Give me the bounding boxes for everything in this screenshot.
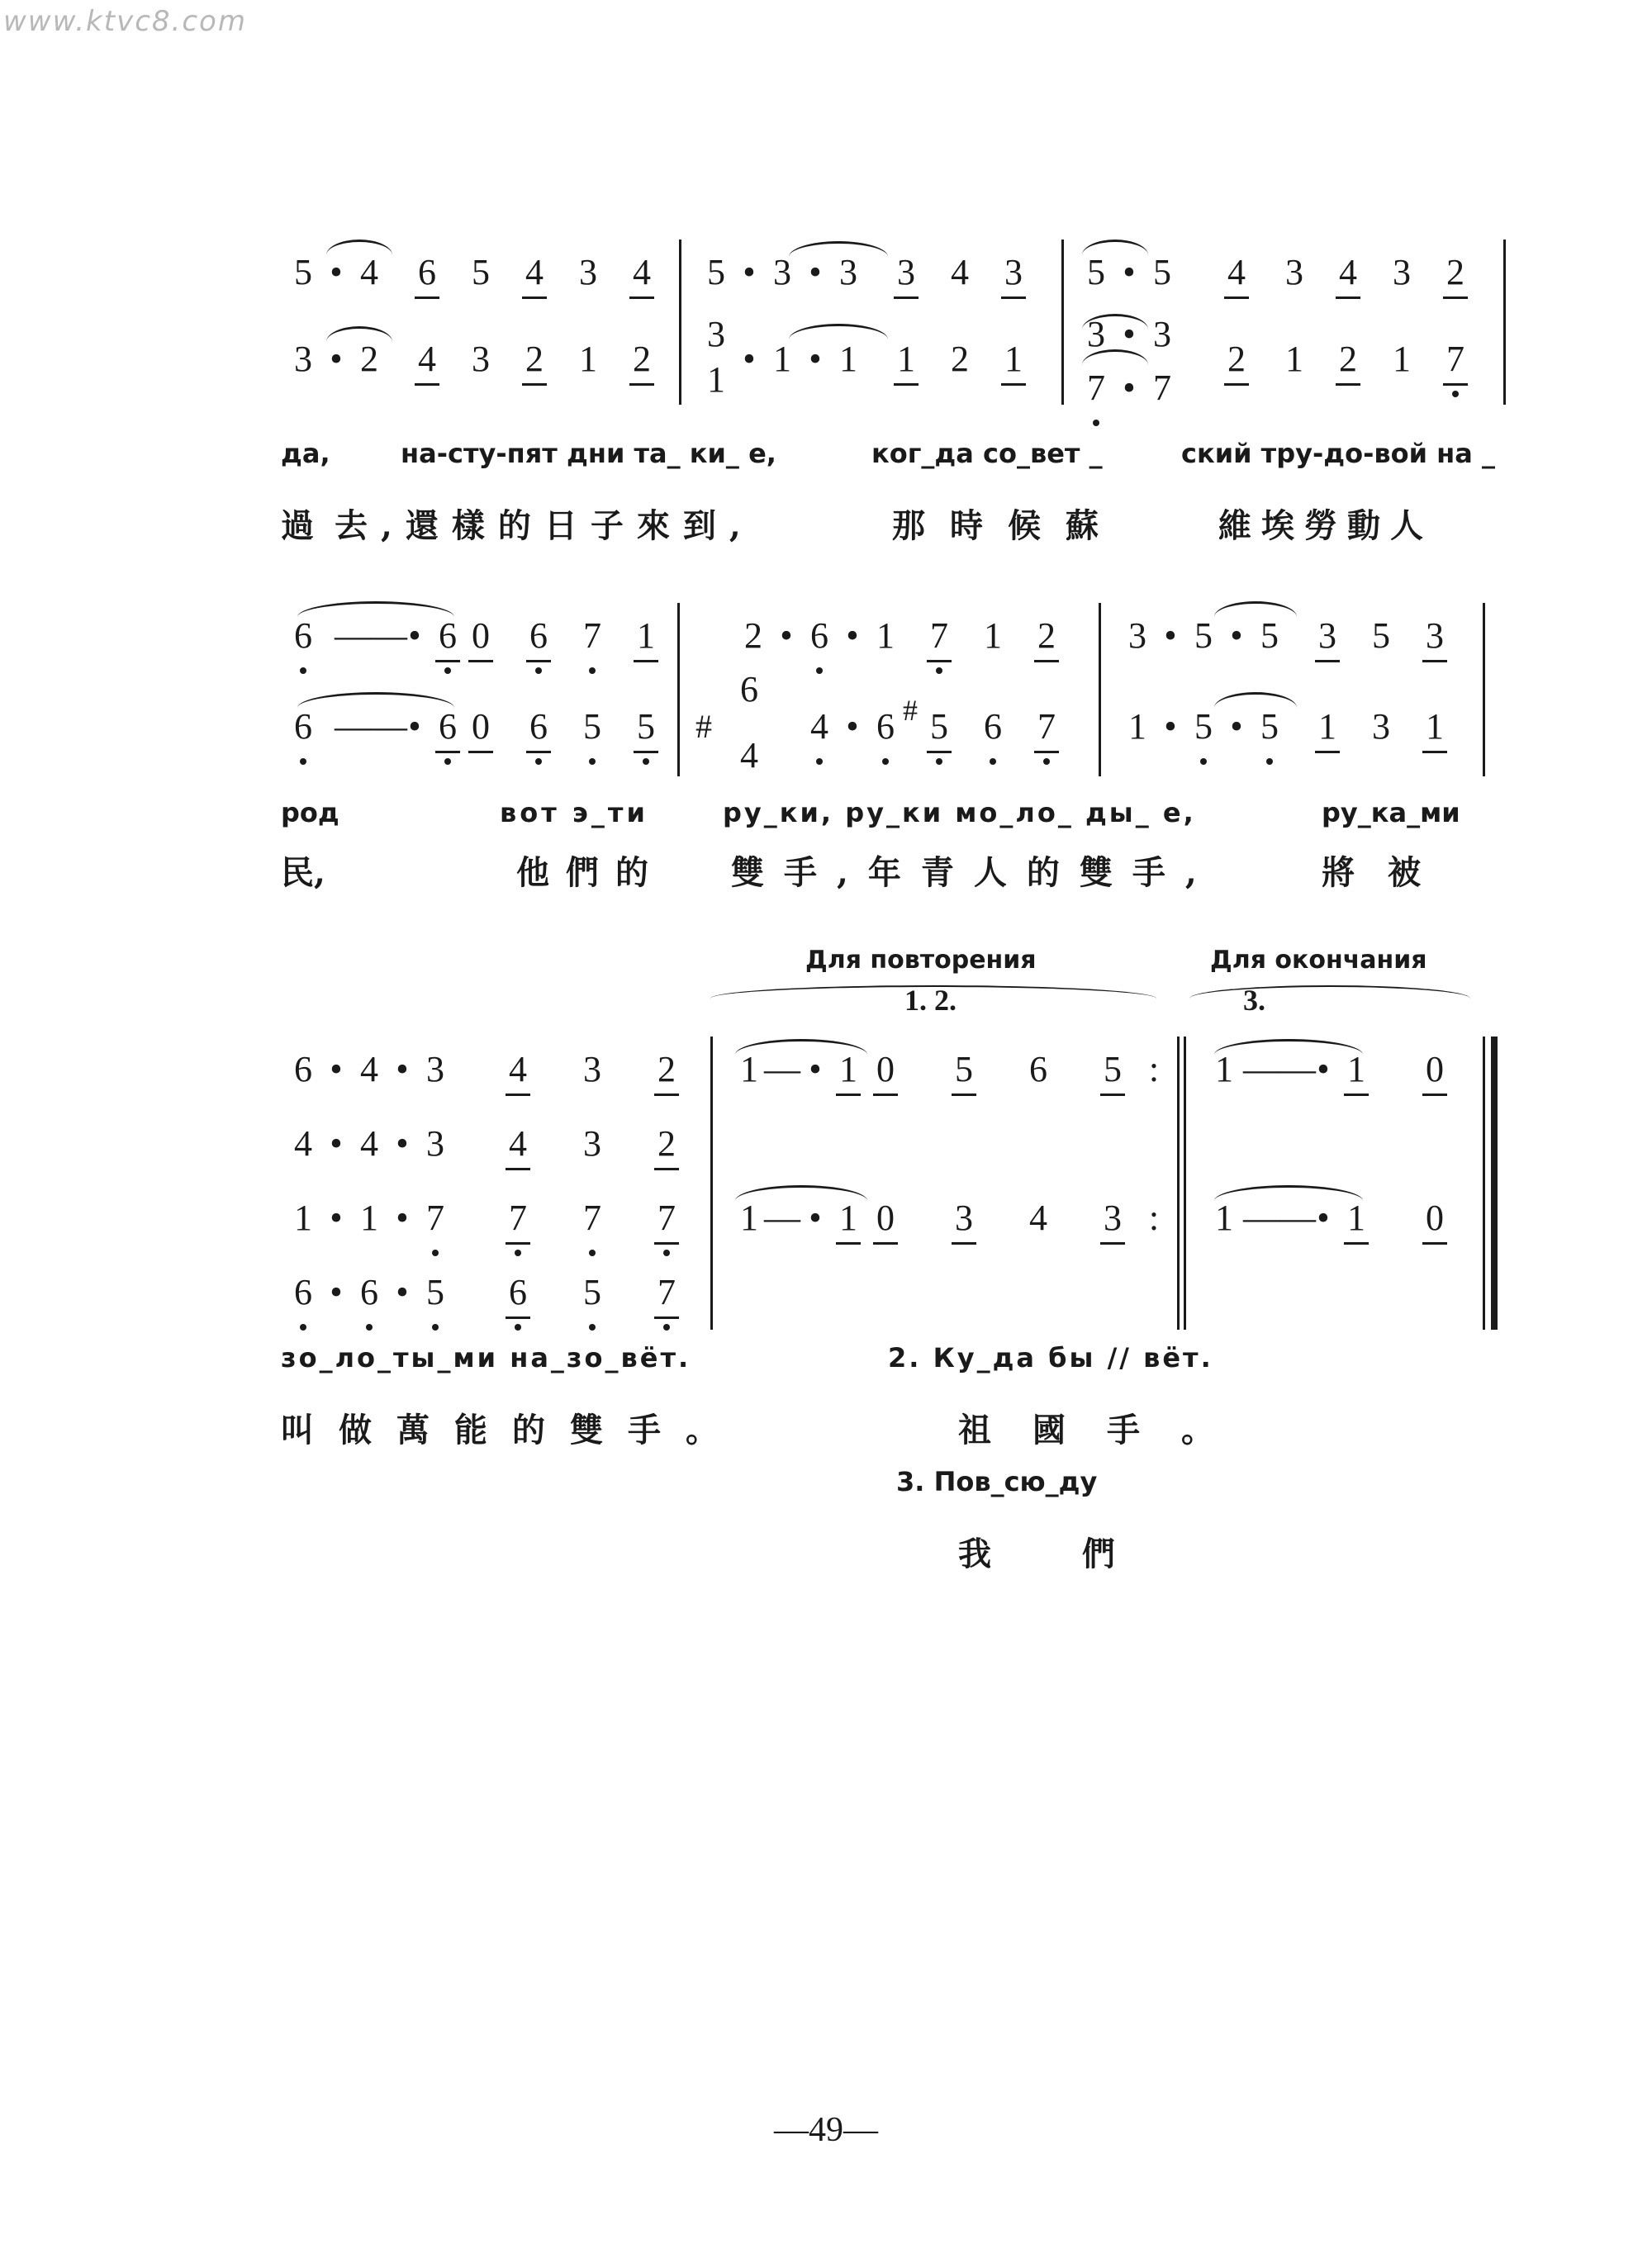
note: 7 bbox=[570, 1193, 615, 1243]
note: 3 bbox=[839, 252, 857, 292]
note: 6 bbox=[294, 1049, 312, 1089]
note: 5 bbox=[624, 702, 668, 752]
note: 0 bbox=[1412, 1193, 1457, 1243]
barline bbox=[1483, 1037, 1485, 1330]
dot: • bbox=[396, 1198, 409, 1238]
note: 1 bbox=[1334, 1045, 1379, 1094]
dot: • bbox=[330, 339, 343, 379]
dot: • bbox=[1123, 252, 1136, 292]
dot: • bbox=[1123, 368, 1136, 408]
barline bbox=[1177, 1037, 1180, 1330]
note: 3 bbox=[294, 339, 312, 379]
dot: • bbox=[809, 252, 822, 292]
volta-number: 3. bbox=[1243, 984, 1265, 1017]
note: 4 bbox=[1326, 248, 1370, 297]
note: 0 bbox=[863, 1193, 908, 1243]
dot: • bbox=[330, 1123, 343, 1164]
note: 5 bbox=[1260, 615, 1279, 656]
note: 6 bbox=[496, 1268, 540, 1317]
lyric-zh: 維埃勞動人 bbox=[1218, 506, 1433, 545]
note: 5 bbox=[413, 1268, 458, 1317]
note: 6 bbox=[516, 611, 561, 661]
dot: • bbox=[846, 615, 859, 656]
note: 7 bbox=[496, 1193, 540, 1243]
dot: • bbox=[1230, 706, 1243, 747]
barline bbox=[1483, 603, 1485, 776]
dot: • bbox=[396, 1272, 409, 1312]
lyric-zh: 我們 bbox=[958, 1535, 1206, 1573]
note: 5 bbox=[942, 1045, 986, 1094]
note: 1 bbox=[707, 359, 725, 400]
note: 1 bbox=[1215, 1049, 1233, 1089]
note: 1 bbox=[624, 611, 668, 661]
note: 4 bbox=[512, 248, 557, 297]
note: 0 bbox=[863, 1045, 908, 1094]
lyric-ru: ский тру-до-вой на _ bbox=[1181, 438, 1496, 469]
dot: • bbox=[396, 1049, 409, 1089]
lyric-ru: вот э_ти bbox=[500, 797, 648, 828]
note: 5 bbox=[707, 252, 725, 292]
dot: • bbox=[1317, 1049, 1330, 1089]
lyric-zh: 將被 bbox=[1322, 853, 1454, 892]
note: 1 bbox=[740, 1049, 758, 1089]
note: 7 bbox=[1074, 363, 1118, 413]
dot: • bbox=[743, 339, 756, 379]
note: 6 bbox=[740, 669, 758, 709]
note: 1 bbox=[1334, 1193, 1379, 1243]
barline bbox=[677, 603, 680, 776]
barline bbox=[1184, 1037, 1186, 1330]
note: 2 bbox=[644, 1045, 689, 1094]
dot: • bbox=[408, 706, 421, 747]
note: 6 bbox=[425, 611, 470, 661]
barline bbox=[679, 240, 681, 405]
note: 3 bbox=[884, 248, 928, 297]
note: 7 bbox=[1153, 368, 1171, 408]
volta-bracket bbox=[1189, 985, 1470, 999]
note: 1 bbox=[1128, 706, 1146, 747]
note: 2 bbox=[1433, 248, 1478, 297]
note: 6 bbox=[1029, 1049, 1047, 1089]
note: 4 bbox=[1214, 248, 1259, 297]
dash: — bbox=[764, 1049, 800, 1089]
lyric-zh: 那時候蘇 bbox=[892, 506, 1123, 545]
ending-label: Для окончания bbox=[1210, 946, 1427, 975]
sharp-sign: # bbox=[903, 694, 918, 727]
barline bbox=[1503, 240, 1506, 405]
note: 1 bbox=[740, 1198, 758, 1238]
note: 4 bbox=[620, 248, 664, 297]
sharp-sign: # bbox=[695, 708, 712, 745]
note: 3 bbox=[1372, 706, 1390, 747]
note: 6 bbox=[281, 702, 325, 752]
note: 4 bbox=[496, 1045, 540, 1094]
note: 0 bbox=[458, 702, 503, 752]
note: 6 bbox=[797, 611, 842, 661]
repeat-label: Для повторения bbox=[805, 946, 1037, 975]
note: 5 bbox=[1194, 615, 1213, 656]
note: 1 bbox=[360, 1198, 378, 1238]
note: 7 bbox=[413, 1193, 458, 1243]
note: 1 bbox=[579, 339, 597, 379]
note: 1 bbox=[826, 1193, 871, 1243]
note: 1 bbox=[1412, 702, 1457, 752]
note: 7 bbox=[1433, 334, 1478, 384]
note: 0 bbox=[1412, 1045, 1457, 1094]
note: 3 bbox=[773, 252, 791, 292]
lyric-ru: род bbox=[281, 797, 339, 828]
note: 3 bbox=[1305, 611, 1350, 661]
dot: • bbox=[809, 1049, 822, 1089]
dot: • bbox=[396, 1123, 409, 1164]
dot: • bbox=[330, 1272, 343, 1312]
dot: • bbox=[780, 615, 793, 656]
note: 3 bbox=[1090, 1193, 1135, 1243]
note: 3 bbox=[1393, 252, 1411, 292]
note: 1 bbox=[773, 339, 791, 379]
note: 7 bbox=[644, 1268, 689, 1317]
lyric-ru: на-сту-пят дни та_ ки_ е, bbox=[401, 438, 776, 469]
note: 5 bbox=[1372, 615, 1390, 656]
note: 3 bbox=[426, 1049, 444, 1089]
note: 3 bbox=[1285, 252, 1303, 292]
note: 2 bbox=[1214, 334, 1259, 384]
note: 5 bbox=[1181, 702, 1226, 752]
note: 1 bbox=[294, 1198, 312, 1238]
watermark: www.ktvc8.com bbox=[3, 5, 247, 38]
dot: • bbox=[846, 706, 859, 747]
volta-bracket bbox=[710, 985, 1156, 999]
note: 0 bbox=[458, 611, 503, 661]
note: 6 bbox=[971, 702, 1015, 752]
lyric-ru: 2. Ку_да бы // вёт. bbox=[888, 1342, 1213, 1373]
note: 5 bbox=[472, 252, 490, 292]
lyric-ru: ког_да со_вет _ bbox=[871, 438, 1103, 469]
note: 3 bbox=[579, 252, 597, 292]
lyric-ru: 3. Пов_сю_ду bbox=[896, 1466, 1098, 1497]
note: 6 bbox=[863, 702, 908, 752]
note: 2 bbox=[1326, 334, 1370, 384]
note: 7 bbox=[570, 611, 615, 661]
dash: —— bbox=[335, 706, 407, 747]
note: 4 bbox=[797, 702, 842, 752]
repeat-sign: : bbox=[1148, 1049, 1160, 1089]
dash: — bbox=[764, 1198, 800, 1238]
note: 7 bbox=[644, 1193, 689, 1243]
lyric-ru: ру_ки, ру_ки мо_ло_ ды_ е, bbox=[723, 797, 1196, 828]
lyric-zh: 祖國手。 bbox=[958, 1411, 1256, 1449]
barline bbox=[1099, 603, 1101, 776]
dot: • bbox=[809, 1198, 822, 1238]
barline bbox=[710, 1037, 713, 1330]
note: 3 bbox=[1412, 611, 1457, 661]
note: 5 bbox=[1153, 252, 1171, 292]
note: 1 bbox=[839, 339, 857, 379]
lyric-ru: зо_ло_ты_ми на_зо_вёт. bbox=[281, 1342, 691, 1373]
note: 5 bbox=[570, 1268, 615, 1317]
lyric-zh: 去,還樣的日子來到, bbox=[335, 506, 754, 545]
note: 5 bbox=[1247, 702, 1292, 752]
note: 3 bbox=[472, 339, 490, 379]
note: 1 bbox=[884, 334, 928, 384]
note: 3 bbox=[583, 1123, 601, 1164]
note: 2 bbox=[744, 615, 762, 656]
volta-number: 1. 2. bbox=[904, 984, 957, 1017]
note: 2 bbox=[1024, 611, 1069, 661]
lyric-zh: 過 bbox=[281, 506, 330, 545]
dot: • bbox=[1317, 1198, 1330, 1238]
repeat-sign: : bbox=[1148, 1198, 1160, 1238]
note: 3 bbox=[1128, 615, 1146, 656]
dot: • bbox=[809, 339, 822, 379]
note: 6 bbox=[281, 1268, 325, 1317]
note: 4 bbox=[740, 735, 758, 776]
dot: • bbox=[743, 252, 756, 292]
note: 3 bbox=[1153, 314, 1171, 354]
note: 3 bbox=[991, 248, 1036, 297]
note: 1 bbox=[991, 334, 1036, 384]
note: 2 bbox=[644, 1119, 689, 1169]
note: 1 bbox=[826, 1045, 871, 1094]
dot: • bbox=[1230, 615, 1243, 656]
note: 6 bbox=[281, 611, 325, 661]
page-number: —49— bbox=[774, 2111, 878, 2149]
lyric-zh: 他們的 bbox=[516, 853, 665, 892]
lyric-zh: 叫做萬能的雙手。 bbox=[281, 1411, 743, 1449]
note: 5 bbox=[917, 702, 961, 752]
dot: • bbox=[1164, 706, 1177, 747]
note: 7 bbox=[917, 611, 961, 661]
note: 5 bbox=[294, 252, 312, 292]
note: 5 bbox=[570, 702, 615, 752]
note: 6 bbox=[405, 248, 449, 297]
barline bbox=[1061, 240, 1064, 405]
note: 4 bbox=[360, 1123, 378, 1164]
note: 2 bbox=[360, 339, 378, 379]
note: 2 bbox=[512, 334, 557, 384]
note: 4 bbox=[951, 252, 969, 292]
note: 4 bbox=[360, 1049, 378, 1089]
note: 6 bbox=[516, 702, 561, 752]
lyric-zh: 民, bbox=[281, 853, 325, 892]
note: 6 bbox=[347, 1268, 392, 1317]
dot: • bbox=[1123, 314, 1136, 354]
note: 3 bbox=[707, 314, 725, 354]
final-barline bbox=[1491, 1037, 1498, 1330]
note: 6 bbox=[425, 702, 470, 752]
note: 3 bbox=[583, 1049, 601, 1089]
note: 2 bbox=[620, 334, 664, 384]
note: 2 bbox=[951, 339, 969, 379]
dash: —— bbox=[1243, 1198, 1316, 1238]
dash: —— bbox=[335, 615, 407, 656]
note: 4 bbox=[360, 252, 378, 292]
note: 4 bbox=[405, 334, 449, 384]
lyric-ru: ру_ка_ми bbox=[1322, 797, 1460, 828]
dot: • bbox=[330, 252, 343, 292]
note: 5 bbox=[1090, 1045, 1135, 1094]
note: 4 bbox=[496, 1119, 540, 1169]
note: 5 bbox=[1087, 252, 1105, 292]
dot: • bbox=[1164, 615, 1177, 656]
dot: • bbox=[408, 615, 421, 656]
note: 4 bbox=[1029, 1198, 1047, 1238]
note: 3 bbox=[1087, 314, 1105, 354]
note: 1 bbox=[984, 615, 1002, 656]
dash: —— bbox=[1243, 1049, 1316, 1089]
dot: • bbox=[330, 1049, 343, 1089]
note: 1 bbox=[876, 615, 895, 656]
note: 1 bbox=[1285, 339, 1303, 379]
note: 3 bbox=[942, 1193, 986, 1243]
note: 1 bbox=[1305, 702, 1350, 752]
lyric-ru: да, bbox=[281, 438, 330, 469]
note: 7 bbox=[1024, 702, 1069, 752]
note: 3 bbox=[426, 1123, 444, 1164]
note: 1 bbox=[1215, 1198, 1233, 1238]
note: 1 bbox=[1393, 339, 1411, 379]
note: 4 bbox=[294, 1123, 312, 1164]
dot: • bbox=[330, 1198, 343, 1238]
lyric-zh: 雙手,年青人的雙手, bbox=[731, 853, 1217, 892]
